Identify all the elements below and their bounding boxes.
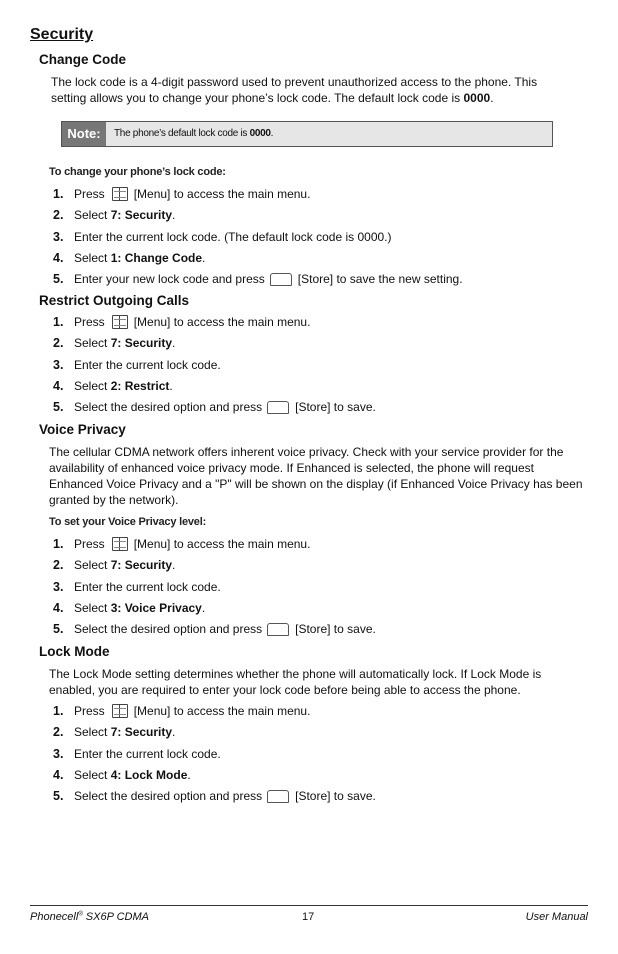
restrict-calls-heading: Restrict Outgoing Calls	[39, 293, 190, 308]
step-item	[53, 724, 175, 740]
store-softkey-icon	[267, 401, 289, 414]
step-item	[53, 335, 175, 351]
step-text: Press	[74, 315, 105, 329]
voice-privacy-subheading: To set your Voice Privacy level:	[49, 516, 207, 528]
step-text-end: .	[172, 208, 176, 223]
step-item	[53, 788, 376, 804]
footer-doc-title: User Manual	[525, 911, 588, 923]
step-number: 3.	[53, 579, 64, 594]
step-menu-option: 2: Restrict	[110, 378, 170, 393]
step-text-end: [Store] to save the new setting.	[297, 272, 463, 287]
step-text-end: .	[187, 767, 191, 782]
step-text-end: .	[169, 378, 173, 393]
note-box	[61, 121, 553, 147]
menu-key-icon	[112, 704, 128, 718]
step-text: Select	[74, 336, 111, 351]
step-item	[53, 357, 221, 373]
step-number: 1.	[53, 704, 64, 718]
footer-page-number: 17	[302, 911, 315, 923]
step-text: Press	[74, 187, 105, 201]
step-text: Select	[74, 208, 111, 223]
step-number: 2.	[53, 725, 64, 740]
step-item	[53, 746, 221, 762]
step-text: Select the desired option and press	[74, 622, 263, 637]
step-text: Select	[74, 725, 111, 740]
step-number: 5.	[53, 400, 64, 415]
voice-privacy-paragraph: The cellular CDMA network offers inherent voice privacy. Check with your service provider for the availability of enhanced voice privacy mode. If Enhanced is selected, the phone will request Enhanced Voice Privacy and a "P" will be shown on the display (if Enhanced Voice Privacy has been granted by the network).	[49, 445, 583, 507]
step-text: Select	[74, 250, 111, 265]
step-item	[53, 186, 310, 202]
step-item	[53, 767, 191, 783]
step-text-end: .	[172, 725, 176, 740]
footer-rule	[30, 905, 588, 906]
step-text-end: .	[201, 600, 206, 615]
step-number: 5.	[53, 789, 64, 804]
step-item	[53, 399, 376, 415]
lock-mode-paragraph: The Lock Mode setting determines whether the phone will automatically lock. If Lock Mode is enabled, you are required to enter your lock code before being able to access the phone.	[49, 667, 542, 697]
store-softkey-icon	[270, 273, 292, 286]
step-number: 3.	[53, 746, 64, 761]
step-text-end: .	[202, 250, 206, 265]
step-item	[53, 600, 205, 616]
step-text-end: [Store] to save.	[295, 622, 376, 637]
step-item	[53, 229, 392, 245]
step-text: Enter the current lock code.	[74, 746, 221, 761]
step-text: Select the desired option and press	[74, 400, 263, 415]
step-number: 5.	[53, 272, 64, 287]
step-text-end: [Menu] to access the main menu.	[133, 315, 311, 329]
step-item	[53, 557, 175, 573]
step-number: 1.	[53, 537, 64, 551]
step-item	[53, 536, 310, 552]
step-number: 3.	[53, 229, 64, 244]
step-menu-option: 7: Security	[110, 336, 173, 351]
step-menu-option: 1: Change Code	[110, 250, 203, 265]
step-menu-option: 7: Security	[110, 725, 173, 740]
change-code-heading: Change Code	[39, 52, 127, 67]
step-number: 4.	[53, 378, 64, 393]
step-text: Enter the current lock code. (The default lock code is 0000.)	[74, 229, 392, 244]
step-item	[53, 314, 310, 330]
step-number: 2.	[53, 558, 64, 573]
step-text: Select	[74, 600, 111, 615]
step-item	[53, 378, 173, 394]
step-text: Select	[74, 767, 111, 782]
step-menu-option: 7: Security	[110, 558, 173, 573]
step-text-end: [Store] to save.	[295, 400, 376, 415]
step-text: Select the desired option and press	[74, 789, 263, 804]
note-text: The phone’s default lock code is 0000.	[114, 128, 274, 139]
step-text: Enter the current lock code.	[74, 579, 221, 594]
step-number: 4.	[53, 600, 64, 615]
step-menu-option: 4: Lock Mode	[110, 767, 188, 782]
step-text-end: [Menu] to access the main menu.	[133, 537, 311, 551]
step-text: Press	[74, 537, 105, 551]
step-item	[53, 271, 463, 287]
store-softkey-icon	[267, 623, 289, 636]
step-number: 4.	[53, 767, 64, 782]
section-title: Security	[30, 26, 94, 43]
store-softkey-icon	[267, 790, 289, 803]
step-item	[53, 250, 205, 266]
note-label: Note:	[62, 122, 106, 146]
step-item	[53, 207, 175, 223]
menu-key-icon	[112, 187, 128, 201]
step-menu-option: 3: Voice Privacy	[110, 600, 202, 615]
step-text-end: [Store] to save.	[295, 789, 376, 804]
step-number: 2.	[53, 336, 64, 351]
voice-privacy-heading: Voice Privacy	[39, 422, 126, 437]
step-number: 4.	[53, 250, 64, 265]
step-number: 2.	[53, 208, 64, 223]
step-text: Press	[74, 704, 105, 718]
step-text: Select	[74, 558, 111, 573]
step-number: 3.	[53, 357, 64, 372]
step-text-end: .	[172, 558, 176, 573]
lock-mode-heading: Lock Mode	[39, 644, 110, 659]
step-text-end: [Menu] to access the main menu.	[133, 187, 311, 201]
step-item	[53, 703, 310, 719]
step-item	[53, 621, 376, 637]
step-number: 1.	[53, 187, 64, 201]
step-text: Select	[74, 378, 111, 393]
step-text: Enter the current lock code.	[74, 357, 221, 372]
menu-key-icon	[112, 315, 128, 329]
step-item	[53, 579, 221, 595]
change-code-paragraph: The lock code is a 4-digit password used to prevent unauthorized access to the phone. This setting allows you to change your phone’s lock code. The default lock code is 0000.	[51, 75, 538, 105]
menu-key-icon	[112, 537, 128, 551]
step-text-end: .	[172, 336, 176, 351]
step-number: 1.	[53, 315, 64, 329]
change-code-subheading: To change your phone’s lock code:	[49, 166, 226, 178]
step-number: 5.	[53, 622, 64, 637]
footer-product: Phonecell® SX6P CDMA	[30, 911, 149, 923]
step-text-end: [Menu] to access the main menu.	[133, 704, 311, 718]
step-menu-option: 7: Security	[110, 208, 173, 223]
step-text: Enter your new lock code and press	[74, 272, 265, 287]
